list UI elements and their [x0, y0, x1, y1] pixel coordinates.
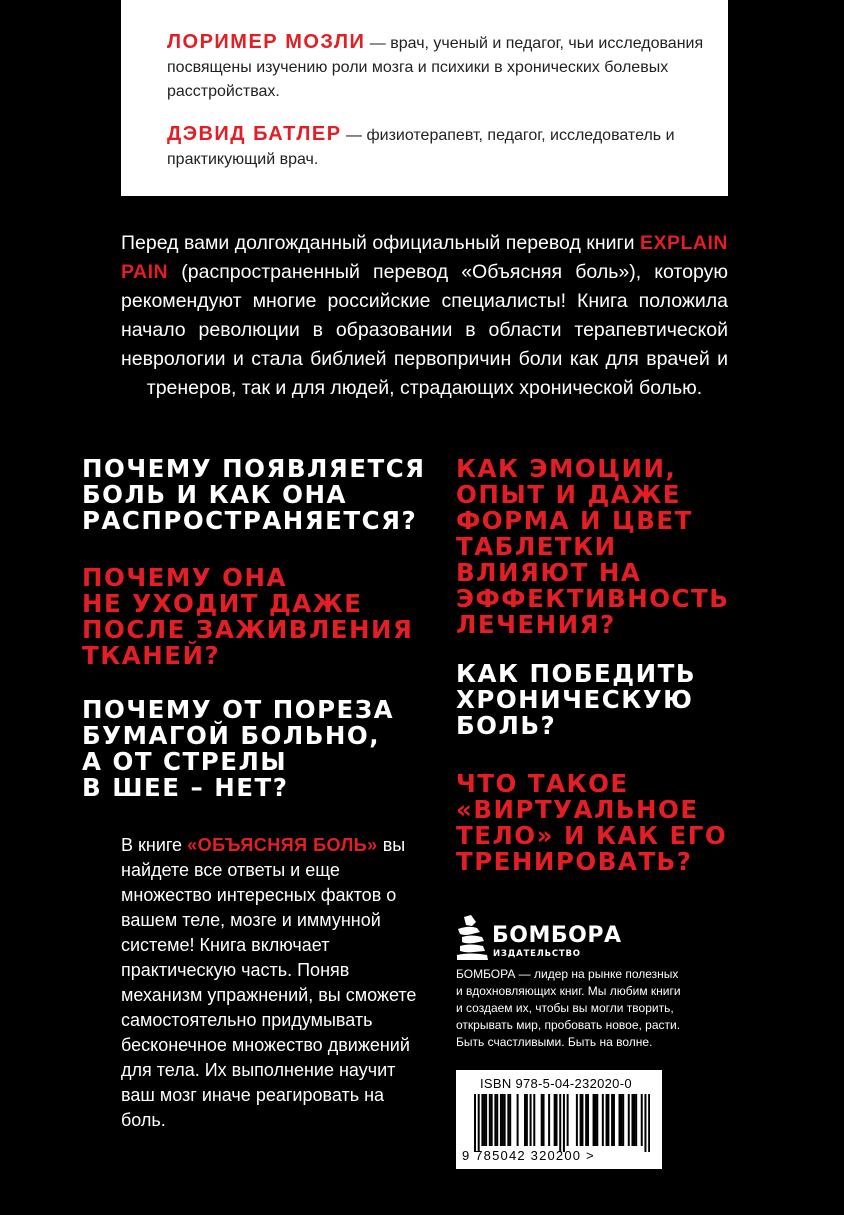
question-heading: КАК ЭМОЦИИ, ОПЫТ И ДАЖЕ ФОРМА И ЦВЕТ ТАБЛЕТКИ ВЛИЯЮТ НА ЭФФЕКТИВНОСТЬ ЛЕЧЕНИЯ?: [456, 454, 730, 639]
book-original-title: EXPLAIN PAIN: [121, 232, 728, 283]
author-desc: — физиотерапевт, педагог, исследователь и практикующий врач.: [167, 127, 675, 168]
barcode-bar: [485, 1094, 487, 1146]
barcode-bar: [567, 1094, 569, 1146]
barcode-bar: [607, 1094, 609, 1146]
barcode-bar: [602, 1094, 604, 1146]
barcode-bar: [524, 1094, 526, 1146]
question-heading: ПОЧЕМУ ОНА НЕ УХОДИТ ДАЖЕ ПОСЛЕ ЗАЖИВЛЕНИЯ ТКАНЕЙ?: [82, 563, 414, 670]
publisher-description: БОМБОРА — лидер на рынке полезных и вдохновляющих книг. Мы любим книги и создаем их, чтобы вы могли творить, открывать мир, пробовать новое, расти. Быть счастливыми. Быть на волне.: [456, 967, 681, 1049]
barcode-bar: [543, 1094, 545, 1146]
author-name: ДЭВИД БАТЛЕР: [167, 123, 342, 145]
barcode-bar: [509, 1094, 511, 1146]
barcode-number: 9 785042 320200 >: [462, 1148, 595, 1163]
barcode-bar: [494, 1094, 496, 1146]
intro-paragraph: [121, 229, 728, 403]
barcode-bar: [628, 1094, 630, 1146]
barcode-bar: [533, 1094, 535, 1146]
question-heading: ЧТО ТАКОЕ «ВИРТУАЛЬНОЕ ТЕЛО» И КАК ЕГО ТРЕНИРОВАТЬ?: [456, 769, 728, 876]
barcode-bar: [635, 1094, 637, 1146]
barcode-bar: [593, 1094, 595, 1146]
publisher-subtitle: ИЗДАТЕЛЬСТВО: [493, 949, 581, 959]
barcode-bar: [633, 1094, 635, 1146]
bombora-logo-icon: [456, 915, 490, 961]
body-text: вы найдете все ответы и еще множество интересных фактов о вашем теле, мозге и иммунной системе! Книга включает практическую часть. Поняв механизм упражнений, вы сможете самостоятельно придумывать бесконечное множество движений для тела. Их выполнение научит ваш мозг иначе реагировать на боль.: [121, 835, 417, 1130]
barcode-bar: [530, 1094, 532, 1146]
barcode-bar: [491, 1094, 493, 1146]
author-name: ЛОРИМЕР МОЗЛИ: [167, 31, 366, 53]
barcode-bar: [606, 1094, 608, 1146]
author-desc: — врач, ученый и педагог, чьи исследования посвящены изучению роли мозга и психики в хронических болевых расстройствах.: [167, 35, 704, 100]
barcode-bar: [548, 1094, 550, 1146]
barcode-bar: [483, 1094, 485, 1146]
barcode-bar: [556, 1094, 558, 1146]
body-paragraph: [121, 833, 421, 1133]
barcode-bar: [580, 1094, 582, 1146]
barcode-bar: [622, 1094, 624, 1146]
barcode-bar: [631, 1094, 633, 1146]
body-text: В книге: [121, 835, 188, 855]
authors-box: [121, 0, 728, 196]
barcode-bar: [641, 1094, 643, 1146]
barcode-bar: [594, 1094, 596, 1146]
intro-text: (распространенный перевод «Объясняя боль»), которую рекомендуют многие российские специалисты! Книга положила начало революции в образовании в области терапевтической неврологии и стала библией первопричин боли как для врачей и тренеров, так и для людей, страдающих хронической болью.: [121, 261, 728, 399]
barcode-bar: [563, 1094, 565, 1152]
barcode-bar: [611, 1094, 613, 1146]
barcode-bar: [500, 1094, 502, 1146]
barcode-bar: [596, 1094, 598, 1146]
barcode-bars: [474, 1094, 650, 1152]
question-heading: ПОЧЕМУ ОТ ПОРЕЗА БУМАГОЙ БОЛЬНО, А ОТ СТРЕЛЫ В ШЕЕ – НЕТ?: [82, 695, 395, 802]
author-mosley: [167, 30, 707, 104]
barcode-bar: [648, 1094, 650, 1152]
barcode-bar: [619, 1094, 621, 1146]
barcode-bar: [576, 1094, 578, 1146]
book-title: «ОБЪЯСНЯЯ БОЛЬ»: [187, 835, 378, 855]
barcode-bar: [587, 1094, 589, 1146]
barcode-bar: [504, 1094, 506, 1146]
barcode-bar: [585, 1094, 587, 1146]
publisher-name: БОМБОРА: [492, 923, 622, 948]
barcode-bar: [474, 1094, 476, 1152]
barcode-bar: [496, 1094, 498, 1146]
barcode-bar: [517, 1094, 519, 1146]
publisher-logo: [456, 915, 636, 965]
barcode-bar: [507, 1094, 509, 1146]
barcode-bar: [481, 1094, 483, 1146]
question-heading: ПОЧЕМУ ПОЯВЛЯЕТСЯ БОЛЬ И КАК ОНА РАСПРОСТРАНЯЕТСЯ?: [82, 454, 426, 535]
barcode-box: [456, 1070, 662, 1169]
barcode-bar: [581, 1094, 583, 1146]
intro-text: Перед вами долгожданный официальный перевод книги: [121, 232, 640, 254]
barcode-bar: [478, 1094, 480, 1152]
barcode-bar: [489, 1094, 491, 1146]
barcode-bar: [541, 1094, 543, 1146]
barcode-bar: [559, 1094, 561, 1152]
isbn-label: ISBN 978-5-04-232020-0: [480, 1076, 632, 1091]
author-butler: [167, 122, 707, 172]
barcode-bar: [613, 1094, 615, 1146]
barcode-bar: [620, 1094, 622, 1146]
question-heading: КАК ПОБЕДИТЬ ХРОНИЧЕСКУЮ БОЛЬ?: [456, 659, 696, 740]
barcode-bar: [526, 1094, 528, 1146]
barcode-bar: [644, 1094, 646, 1152]
barcode-bar: [554, 1094, 556, 1146]
barcode-bar: [502, 1094, 504, 1146]
